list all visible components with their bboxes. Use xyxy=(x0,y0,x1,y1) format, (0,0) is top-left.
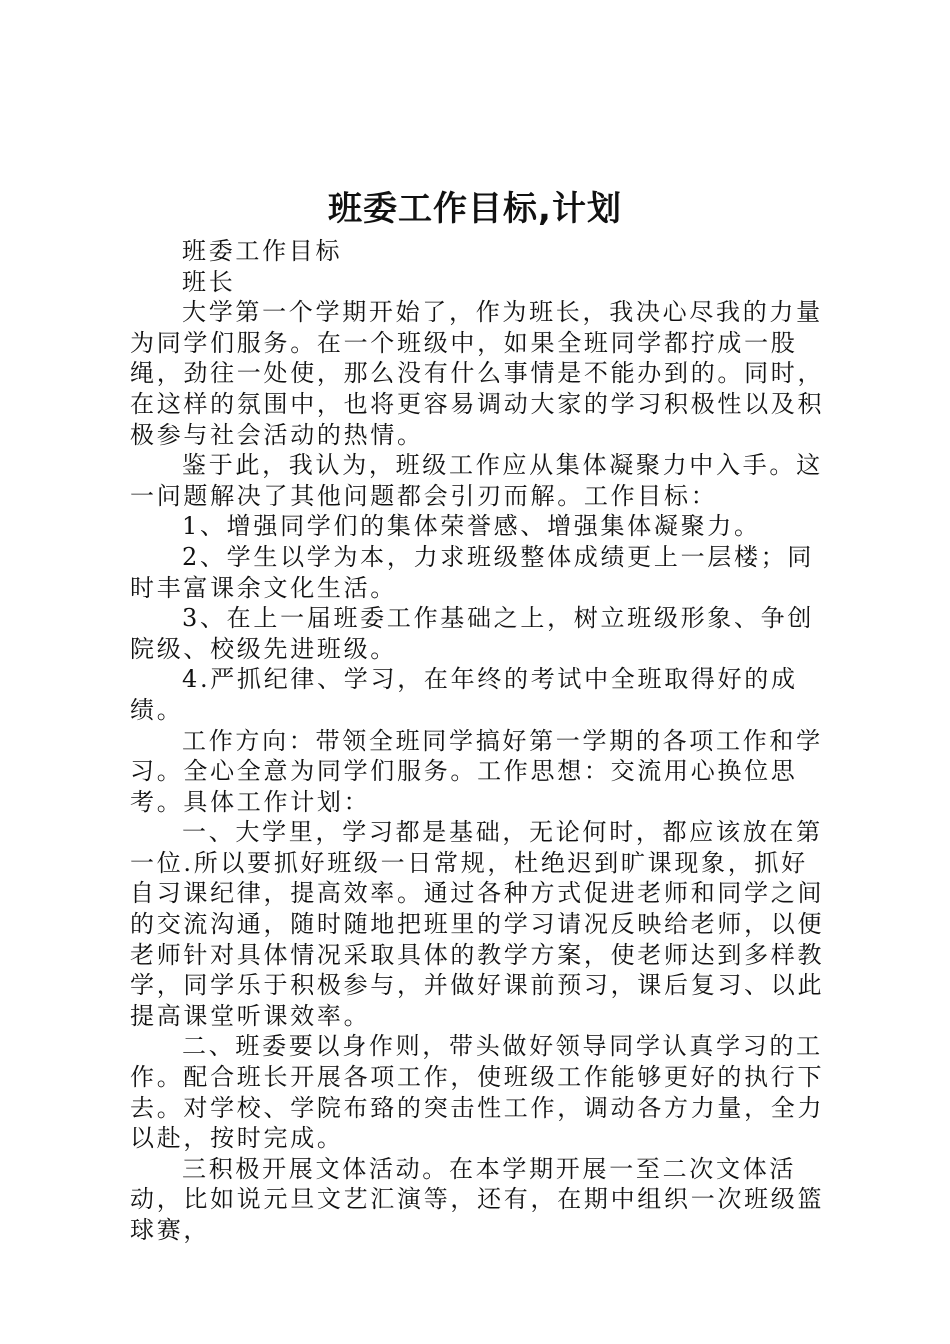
body-paragraph: 大学第一个学期开始了，作为班长，我决心尽我的力量为同学们服务。在一个班级中，如果全班同学都拧成一股绳，劲往一处使，那么没有什么事情是不能办到的。同时，在这样的氛围中，也将更容易调动大家的学习积极性以及积极参与社会活动的热情。 xyxy=(130,298,825,449)
body-paragraph: 工作方向：带领全班同学搞好第一学期的各项工作和学习。全心全意为同学们服务。工作思想：交流用心换位思考。具体工作计划： xyxy=(130,726,823,816)
goal-item: 3、在上一届班委工作基础之上，树立班级形象、争创院级、校级先进班级。 xyxy=(130,604,815,663)
goal-item: 4.严抓纪律、学习，在年终的考试中全班取得好的成绩。 xyxy=(130,665,798,724)
plan-item: 二、班委要以身作则，带头做好领导同学认真学习的工作。配合班长开展各项工作，使班级工作能够更好的执行下去。对学校、学院布臵的突击性工作，调动各方力量，全力以赴，按时完成。 xyxy=(130,1032,825,1153)
goal-item: 1、增强同学们的集体荣誉感、增强集体凝聚力。 xyxy=(182,512,761,541)
plan-item: 一、大学里，学习都是基础，无论何时，都应该放在第一位.所以要抓好班级一日常规，杜绝迟到旷课现象，抓好自习课纪律，提高效率。通过各种方式促进老师和同学之间的交流沟通，随时随地把班里的学习请况反映给老师，以便老师针对具体情况采取具体的教学方案，使老师达到多样教学，同学乐于积极参与，并做好课前预习，课后复习、以此提高课堂听课效率。 xyxy=(130,818,825,1030)
document-body xyxy=(130,236,830,1246)
document-title: 班委工作目标,计划 xyxy=(328,189,622,229)
body-paragraph: 鉴于此，我认为，班级工作应从集体凝聚力中入手。这一问题解决了其他问题都会引刃而解。工作目标： xyxy=(130,451,823,510)
plan-item: 三积极开展文体活动。在本学期开展一至二次文体活动，比如说元旦文艺汇演等，还有，在期中组织一次班级篮球赛， xyxy=(130,1154,825,1244)
role-heading: 班长 xyxy=(182,267,236,296)
section-heading: 班委工作目标 xyxy=(182,237,343,265)
goal-item: 2、学生以学为本，力求班级整体成绩更上一层楼；同时丰富课余文化生活。 xyxy=(130,542,815,602)
